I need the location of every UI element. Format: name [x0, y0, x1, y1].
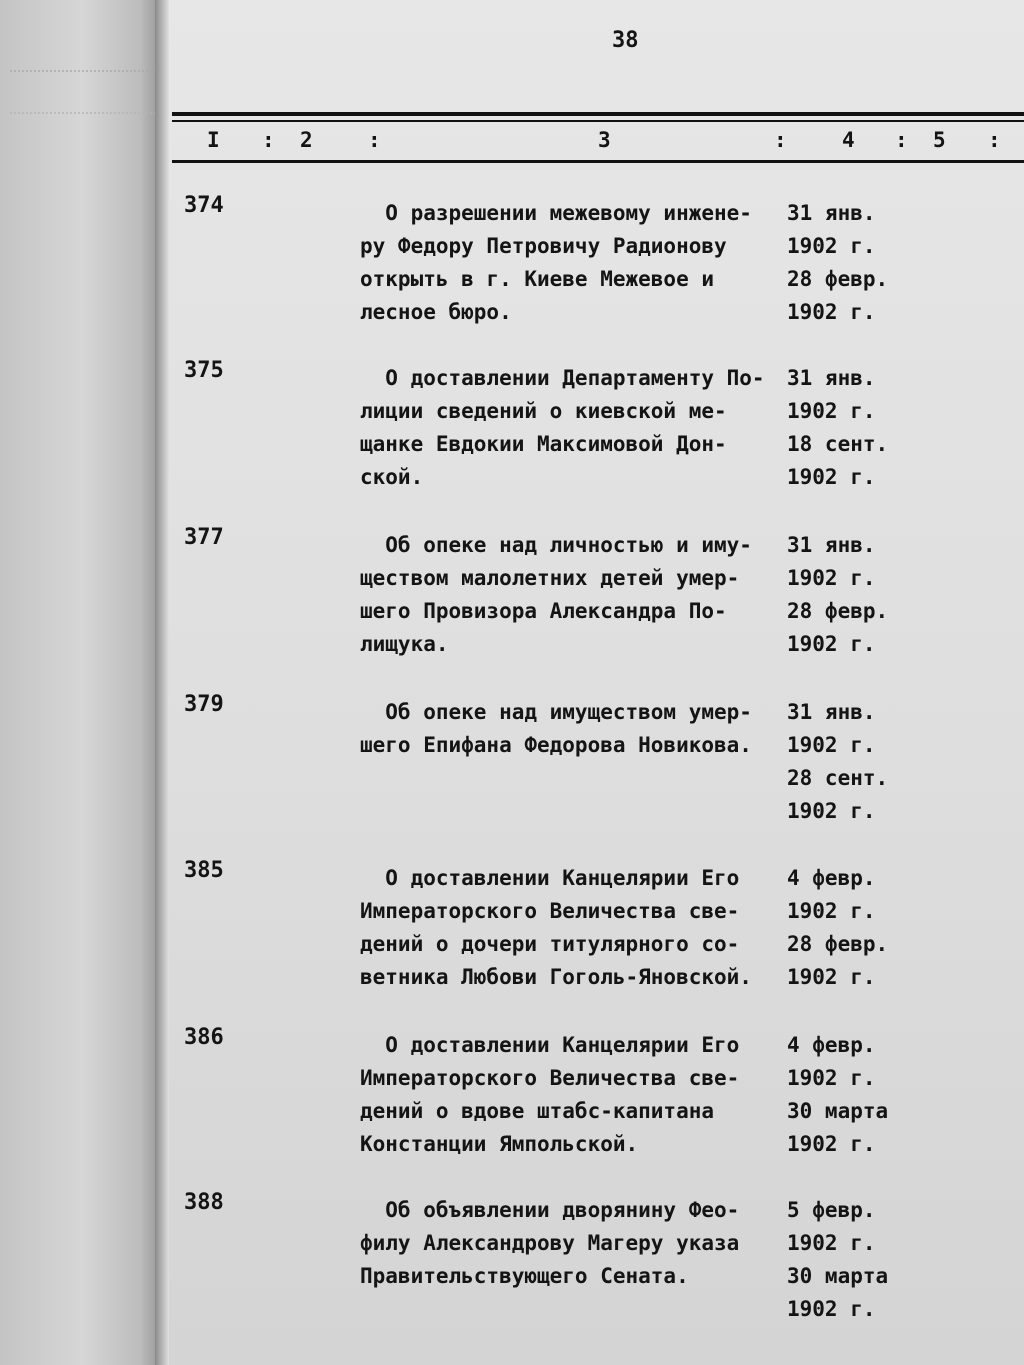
table-row	[0, 858, 1024, 1018]
entry-number: 377	[184, 525, 224, 550]
entry-dates: 5 февр. 1902 г. 30 марта 1902 г.	[787, 1198, 889, 1321]
entry-dates: 31 янв. 1902 г. 28 сент. 1902 г.	[787, 700, 889, 823]
column-separator: :	[895, 128, 909, 152]
column-separator: :	[988, 128, 1002, 152]
entry-number: 388	[184, 1190, 224, 1215]
table-row	[0, 1190, 1024, 1350]
column-header-3: 3	[598, 128, 612, 152]
entry-number: 379	[184, 692, 224, 717]
table-row	[0, 358, 1024, 518]
entry-dates: 31 янв. 1902 г. 18 сент. 1902 г.	[787, 366, 889, 489]
entry-dates: 31 янв. 1902 г. 28 февр. 1902 г.	[787, 533, 889, 656]
table-row	[0, 1025, 1024, 1185]
column-separator: :	[368, 128, 382, 152]
entry-description: Об объявлении дворянину Фео- филу Александрову Магеру указа Правительствующего Сената.	[360, 1198, 740, 1288]
entry-number: 386	[184, 1025, 224, 1050]
entry-number: 374	[184, 193, 224, 218]
entry-number: 375	[184, 358, 224, 383]
entry-dates: 4 февр. 1902 г. 30 марта 1902 г.	[787, 1033, 889, 1156]
table-top-rule	[172, 112, 1024, 116]
table-top-rule-thin	[172, 120, 1024, 122]
column-header-1: I	[207, 128, 221, 152]
entry-dates: 4 февр. 1902 г. 28 февр. 1902 г.	[787, 866, 889, 989]
entry-description: Об опеке над личностью и иму- ществом малолетних детей умер- шего Провизора Александра По- лищука.	[360, 533, 752, 656]
entry-description: Об опеке над имуществом умер- шего Епифана Федорова Новикова.	[360, 700, 752, 757]
left-page-ruled-lines	[10, 70, 160, 114]
table-row	[0, 193, 1024, 353]
column-header-5: 5	[933, 128, 947, 152]
column-header-2: 2	[300, 128, 314, 152]
column-separator: :	[262, 128, 276, 152]
entry-description: О разрешении межевому инжене- ру Федору Петровичу Радионову открыть в г. Киеве Межевое и лесное бюро.	[360, 201, 752, 324]
table-row	[0, 692, 1024, 852]
entry-description: О доставлении Канцелярии Его Императорского Величества све- дений о вдове штабс-капитана Констанции Ямпольской.	[360, 1033, 740, 1156]
table-row	[0, 525, 1024, 685]
column-header-4: 4	[842, 128, 856, 152]
entry-description: О доставлении Департаменту По- лиции сведений о киевской ме- щанке Евдокии Максимовой Дон- ской.	[360, 366, 765, 489]
column-separator: :	[774, 128, 788, 152]
entry-number: 385	[184, 858, 224, 883]
header-bottom-rule	[172, 160, 1024, 163]
entry-dates: 31 янв. 1902 г. 28 февр. 1902 г.	[787, 201, 889, 324]
page-number: 38	[612, 28, 639, 53]
entry-description: О доставлении Канцелярии Его Императорского Величества све- дений о дочери титулярного со- ветника Любови Гоголь-Яновской.	[360, 866, 752, 989]
